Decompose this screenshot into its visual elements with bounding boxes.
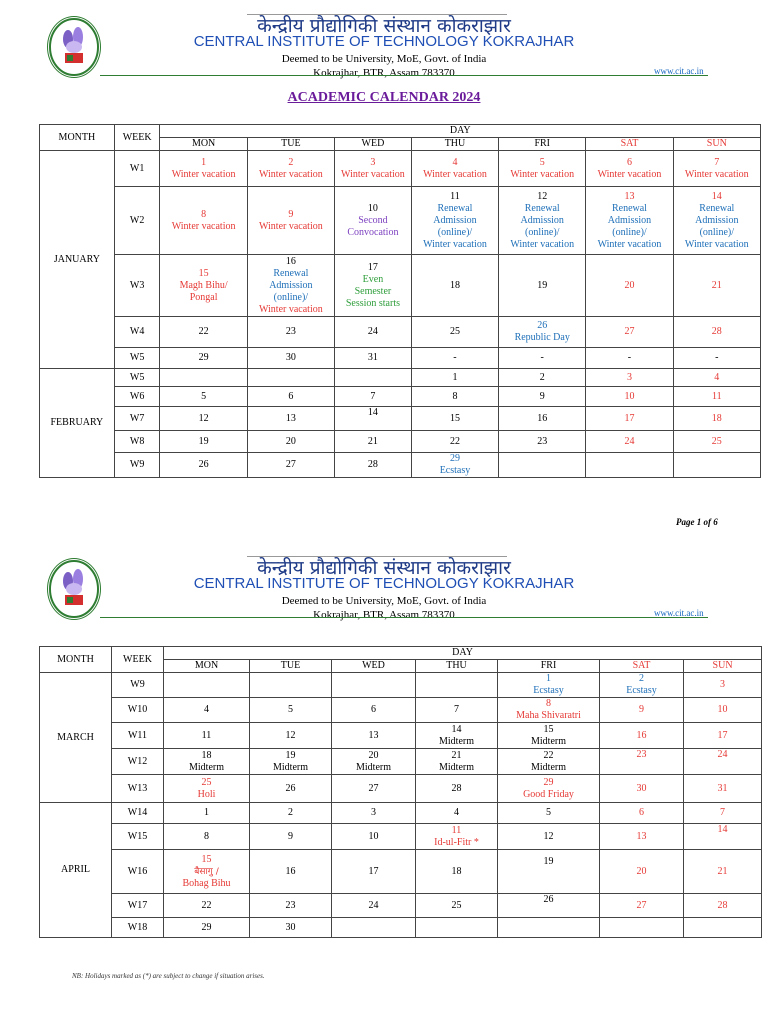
day-cell: 1 Winter vacation bbox=[160, 151, 247, 187]
day-cell: 4 bbox=[673, 369, 760, 387]
day-cell: 27 bbox=[332, 775, 416, 803]
month-january: JANUARY bbox=[40, 151, 115, 369]
day-cell: 25 bbox=[411, 317, 498, 348]
hindi-title: केन्द्रीय प्रौद्योगिकी संस्थान कोकराझार bbox=[257, 15, 511, 37]
week-label: W18 bbox=[112, 918, 164, 938]
day-cell: 5 bbox=[250, 698, 332, 723]
day-cell: 18 bbox=[673, 407, 760, 431]
page-number: Page 1 of 6 bbox=[676, 517, 718, 527]
week-label: W15 bbox=[112, 824, 164, 850]
week-label: W1 bbox=[114, 151, 160, 187]
page2-header bbox=[0, 552, 768, 622]
day-cell: 6 bbox=[247, 387, 334, 407]
day-cell: 20 bbox=[586, 255, 673, 317]
week-label: W9 bbox=[114, 453, 160, 478]
week-label: W12 bbox=[112, 749, 164, 775]
day-cell: 10 bbox=[332, 824, 416, 850]
day-cell: 22 bbox=[160, 317, 247, 348]
day-cell: 12 Renewal Admission (online)/ Winter vacation bbox=[499, 187, 586, 255]
header-month: MONTH bbox=[40, 125, 115, 151]
hindi-title: केन्द्रीय प्रौद्योगिकी संस्थान कोकराझार bbox=[257, 557, 511, 579]
day-cell: 5 bbox=[498, 803, 600, 824]
day-cell: 29 bbox=[160, 348, 247, 369]
day-cell: 16 Renewal Admission (online)/ Winter vacation bbox=[247, 255, 334, 317]
day-cell bbox=[684, 918, 762, 938]
header-week: WEEK bbox=[112, 647, 164, 673]
day-cell: 30 bbox=[250, 918, 332, 938]
day-cell: 11 Id-ul-Fitr * bbox=[416, 824, 498, 850]
header-rule bbox=[100, 75, 708, 76]
day-cell: 24 bbox=[334, 317, 411, 348]
day-cell: 23 bbox=[499, 431, 586, 453]
day-cell: 20 bbox=[600, 850, 684, 894]
day-cell: 6 bbox=[332, 698, 416, 723]
day-cell: 11 bbox=[164, 723, 250, 749]
day-cell: 19 Midterm bbox=[250, 749, 332, 775]
day-cell: 19 bbox=[498, 850, 600, 894]
day-cell: 19 bbox=[160, 431, 247, 453]
day-cell: 16 bbox=[499, 407, 586, 431]
day-cell bbox=[600, 918, 684, 938]
week-label: W9 bbox=[112, 673, 164, 698]
day-cell: 3 Winter vacation bbox=[334, 151, 411, 187]
day-cell: 29 Ecstasy bbox=[411, 453, 498, 478]
day-cell: - bbox=[499, 348, 586, 369]
day-cell: 27 bbox=[600, 894, 684, 918]
day-cell: 29 bbox=[164, 918, 250, 938]
header-thu: THU bbox=[416, 660, 498, 673]
day-cell: 2 Winter vacation bbox=[247, 151, 334, 187]
day-cell: 17 Even Semester Session starts bbox=[334, 255, 411, 317]
day-cell bbox=[250, 673, 332, 698]
day-cell: 25 Holi bbox=[164, 775, 250, 803]
day-cell: 29 Good Friday bbox=[498, 775, 600, 803]
day-cell: 22 bbox=[164, 894, 250, 918]
day-cell bbox=[416, 918, 498, 938]
calendar-table-mar-apr bbox=[39, 646, 762, 938]
day-cell: 13 bbox=[332, 723, 416, 749]
week-label: W6 bbox=[114, 387, 160, 407]
day-cell: 28 bbox=[334, 453, 411, 478]
day-cell: 23 bbox=[247, 317, 334, 348]
day-cell: 15 bbox=[411, 407, 498, 431]
day-cell: - bbox=[586, 348, 673, 369]
day-cell: 15 बैसागु / Bohag Bihu bbox=[164, 850, 250, 894]
day-cell: 8 Winter vacation bbox=[160, 187, 247, 255]
holiday-note: NB: Holidays marked as (*) are subject to change if situation arises. bbox=[72, 972, 265, 980]
day-cell: 10 bbox=[684, 698, 762, 723]
website-link[interactable]: www.cit.ac.in bbox=[654, 66, 704, 76]
day-cell: 14 bbox=[684, 824, 762, 850]
subtitle-university: Deemed to be University, MoE, Govt. of India bbox=[281, 53, 487, 65]
week-label: W3 bbox=[114, 255, 160, 317]
header-day: DAY bbox=[160, 125, 761, 138]
day-cell: 3 bbox=[332, 803, 416, 824]
day-cell: 10 Second Convocation bbox=[334, 187, 411, 255]
day-cell: 26 bbox=[250, 775, 332, 803]
week-label: W7 bbox=[114, 407, 160, 431]
day-cell: 9 Winter vacation bbox=[247, 187, 334, 255]
subtitle-university: Deemed to be University, MoE, Govt. of India bbox=[281, 595, 487, 607]
day-cell: 23 bbox=[250, 894, 332, 918]
day-cell: 11 bbox=[673, 387, 760, 407]
header-mon: MON bbox=[164, 660, 250, 673]
day-cell: 5 bbox=[160, 387, 247, 407]
day-cell: 7 bbox=[416, 698, 498, 723]
day-cell bbox=[334, 369, 411, 387]
day-cell: 21 bbox=[334, 431, 411, 453]
day-cell: 25 bbox=[673, 431, 760, 453]
day-cell: 16 bbox=[250, 850, 332, 894]
day-cell: 19 bbox=[499, 255, 586, 317]
day-cell: 9 bbox=[250, 824, 332, 850]
day-cell bbox=[498, 918, 600, 938]
day-cell: 27 bbox=[586, 317, 673, 348]
day-cell bbox=[160, 369, 247, 387]
day-cell: 21 bbox=[684, 850, 762, 894]
week-label: W5 bbox=[114, 348, 160, 369]
day-cell: 8 Maha Shivaratri bbox=[498, 698, 600, 723]
day-cell: 1 bbox=[164, 803, 250, 824]
day-cell: 30 bbox=[600, 775, 684, 803]
header-mon: MON bbox=[160, 138, 247, 151]
week-label: W8 bbox=[114, 431, 160, 453]
header-tue: TUE bbox=[250, 660, 332, 673]
week-label: W14 bbox=[112, 803, 164, 824]
day-cell: 6 Winter vacation bbox=[586, 151, 673, 187]
day-cell: 21 Midterm bbox=[416, 749, 498, 775]
day-cell: 17 bbox=[684, 723, 762, 749]
week-label: W16 bbox=[112, 850, 164, 894]
day-cell: 4 bbox=[416, 803, 498, 824]
english-title: CENTRAL INSTITUTE OF TECHNOLOGY KOKRAJHAR bbox=[193, 33, 575, 50]
day-cell: 26 bbox=[498, 894, 600, 918]
day-cell: 31 bbox=[334, 348, 411, 369]
day-cell: 12 bbox=[250, 723, 332, 749]
day-cell: 15 Midterm bbox=[498, 723, 600, 749]
day-cell: 6 bbox=[600, 803, 684, 824]
week-label: W11 bbox=[112, 723, 164, 749]
day-cell: 31 bbox=[684, 775, 762, 803]
day-cell: 10 bbox=[586, 387, 673, 407]
day-cell: 18 Midterm bbox=[164, 749, 250, 775]
day-cell: 21 bbox=[673, 255, 760, 317]
day-cell: 7 bbox=[334, 387, 411, 407]
day-cell: 3 bbox=[684, 673, 762, 698]
day-cell bbox=[164, 673, 250, 698]
day-cell: 9 bbox=[600, 698, 684, 723]
header-sat: SAT bbox=[600, 660, 684, 673]
header-day: DAY bbox=[164, 647, 762, 660]
header-wed: WED bbox=[332, 660, 416, 673]
day-cell: 2 bbox=[250, 803, 332, 824]
week-label: W13 bbox=[112, 775, 164, 803]
calendar-title: ACADEMIC CALENDAR 2024 bbox=[287, 90, 481, 105]
day-cell: 17 bbox=[586, 407, 673, 431]
day-cell: 14 Midterm bbox=[416, 723, 498, 749]
day-cell: 16 bbox=[600, 723, 684, 749]
day-cell: 8 bbox=[164, 824, 250, 850]
header-month: MONTH bbox=[40, 647, 112, 673]
month-march: MARCH bbox=[40, 673, 112, 803]
week-label: W17 bbox=[112, 894, 164, 918]
day-cell: 28 bbox=[673, 317, 760, 348]
week-label: W2 bbox=[114, 187, 160, 255]
day-cell bbox=[332, 673, 416, 698]
header-week: WEEK bbox=[114, 125, 160, 151]
day-cell: 7 bbox=[684, 803, 762, 824]
week-label: W5 bbox=[114, 369, 160, 387]
day-cell: 13 bbox=[600, 824, 684, 850]
day-cell: 2 Ecstasy bbox=[600, 673, 684, 698]
day-cell: 4 bbox=[164, 698, 250, 723]
day-cell: 5 Winter vacation bbox=[499, 151, 586, 187]
day-cell: 13 bbox=[247, 407, 334, 431]
subtitle-address: Kokrajhar, BTR, Assam 783370 bbox=[313, 609, 455, 621]
week-label: W4 bbox=[114, 317, 160, 348]
day-cell: 20 bbox=[247, 431, 334, 453]
day-cell: 1 bbox=[411, 369, 498, 387]
day-cell: 23 bbox=[600, 749, 684, 775]
day-cell: 26 Republic Day bbox=[499, 317, 586, 348]
day-cell: 3 bbox=[586, 369, 673, 387]
day-cell: 22 bbox=[411, 431, 498, 453]
day-cell bbox=[247, 369, 334, 387]
day-cell: 24 bbox=[586, 431, 673, 453]
day-cell: 8 bbox=[411, 387, 498, 407]
day-cell: 25 bbox=[416, 894, 498, 918]
subtitle-address: Kokrajhar, BTR, Assam 783370 bbox=[313, 67, 455, 79]
day-cell bbox=[673, 453, 760, 478]
day-cell: 24 bbox=[332, 894, 416, 918]
day-cell: 18 bbox=[416, 850, 498, 894]
header-fri: FRI bbox=[499, 138, 586, 151]
day-cell: 20 Midterm bbox=[332, 749, 416, 775]
day-cell: 30 bbox=[247, 348, 334, 369]
day-cell: 12 bbox=[498, 824, 600, 850]
day-cell: 22 Midterm bbox=[498, 749, 600, 775]
header-fri: FRI bbox=[498, 660, 600, 673]
month-february: FEBRUARY bbox=[40, 369, 115, 478]
day-cell: 11 Renewal Admission (online)/ Winter vacation bbox=[411, 187, 498, 255]
header-wed: WED bbox=[334, 138, 411, 151]
header-tue: TUE bbox=[247, 138, 334, 151]
day-cell: - bbox=[673, 348, 760, 369]
day-cell: 7 Winter vacation bbox=[673, 151, 760, 187]
month-april: APRIL bbox=[40, 803, 112, 938]
day-cell: 26 bbox=[160, 453, 247, 478]
day-cell: 13 Renewal Admission (online)/ Winter vacation bbox=[586, 187, 673, 255]
day-cell bbox=[332, 918, 416, 938]
header-sat: SAT bbox=[586, 138, 673, 151]
header-thu: THU bbox=[411, 138, 498, 151]
header-sun: SUN bbox=[673, 138, 760, 151]
day-cell bbox=[416, 673, 498, 698]
day-cell bbox=[499, 453, 586, 478]
day-cell: 17 bbox=[332, 850, 416, 894]
day-cell: 2 bbox=[499, 369, 586, 387]
day-cell: 14 bbox=[334, 407, 411, 431]
day-cell: - bbox=[411, 348, 498, 369]
day-cell: 1 Ecstasy bbox=[498, 673, 600, 698]
day-cell: 4 Winter vacation bbox=[411, 151, 498, 187]
calendar-table-jan-feb bbox=[39, 124, 761, 478]
day-cell bbox=[586, 453, 673, 478]
header-rule bbox=[100, 617, 708, 618]
day-cell: 14 Renewal Admission (online)/ Winter vacation bbox=[673, 187, 760, 255]
page1-header bbox=[0, 10, 768, 80]
week-label: W10 bbox=[112, 698, 164, 723]
header-sun: SUN bbox=[684, 660, 762, 673]
day-cell: 24 bbox=[684, 749, 762, 775]
day-cell: 15 Magh Bihu/ Pongal bbox=[160, 255, 247, 317]
day-cell: 28 bbox=[416, 775, 498, 803]
website-link[interactable]: www.cit.ac.in bbox=[654, 608, 704, 618]
day-cell: 27 bbox=[247, 453, 334, 478]
day-cell: 12 bbox=[160, 407, 247, 431]
day-cell: 9 bbox=[499, 387, 586, 407]
english-title: CENTRAL INSTITUTE OF TECHNOLOGY KOKRAJHAR bbox=[193, 575, 575, 592]
day-cell: 28 bbox=[684, 894, 762, 918]
day-cell: 18 bbox=[411, 255, 498, 317]
